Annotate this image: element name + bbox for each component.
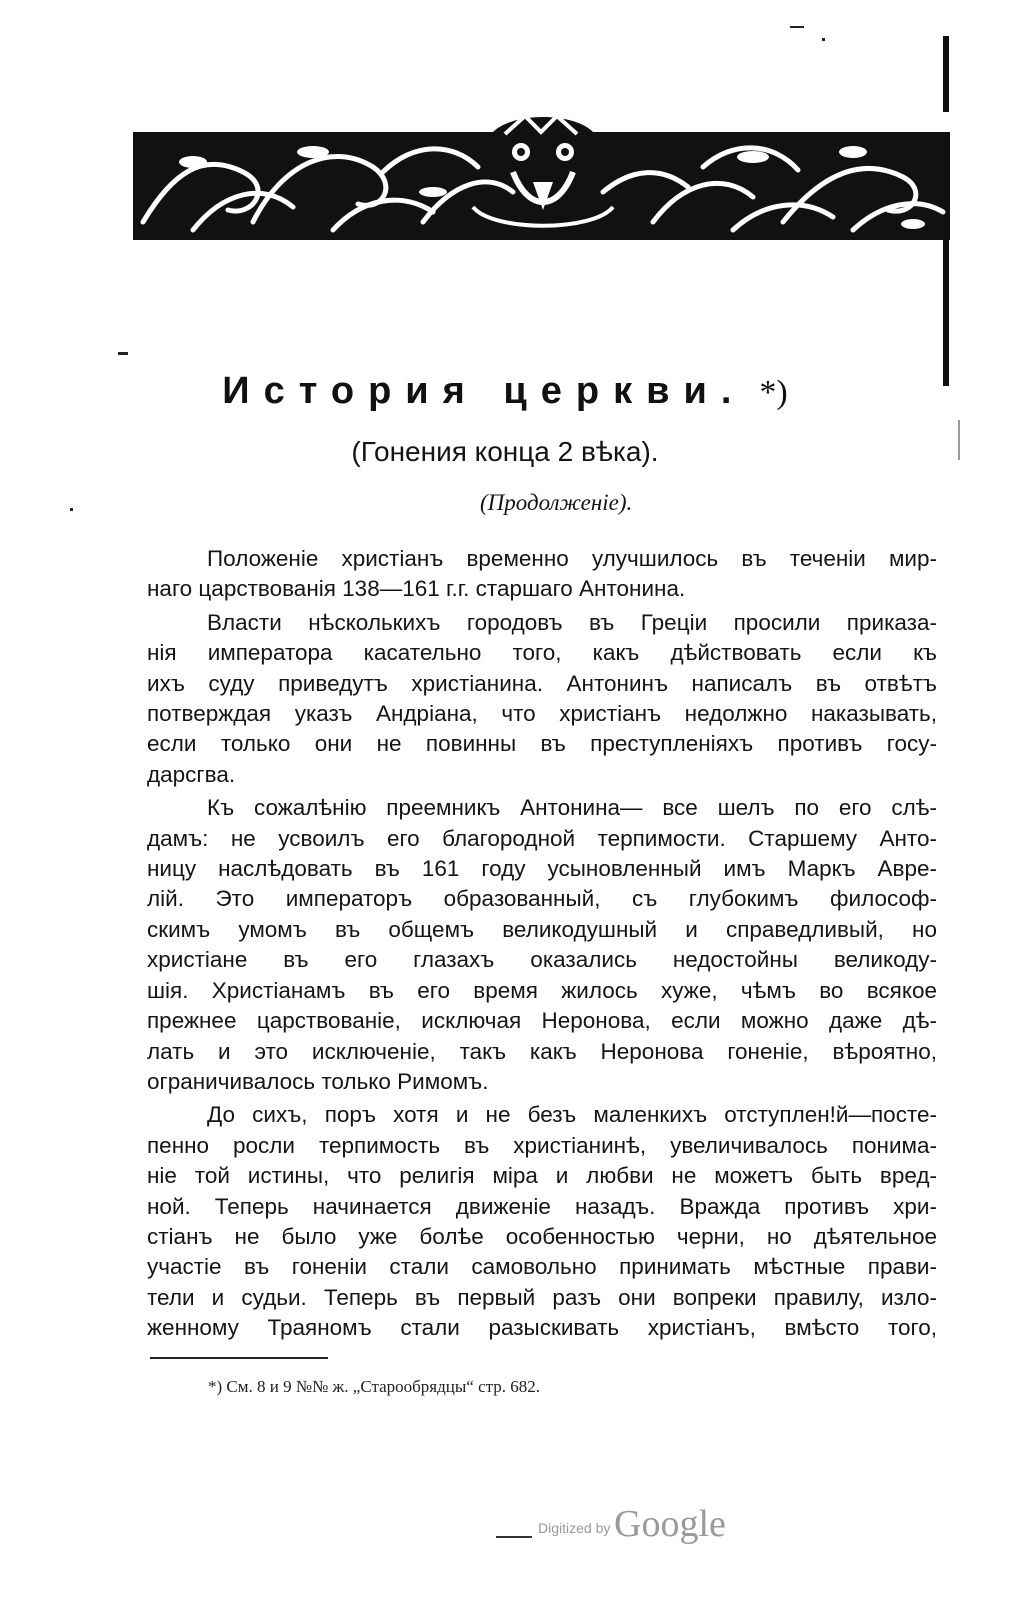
text-line: наго царствованія 138—161 г.г. старшаго Антонина. [147, 576, 686, 602]
text-line: лій. Это императоръ образованный, съ глубокимъ философ- [147, 886, 937, 912]
text-line: христіане въ его глазахъ оказались недостойны великоду- [147, 947, 937, 973]
text-line: шія. Христіанамъ въ его время жилось хуже, чѣмъ во всякое [147, 977, 937, 1003]
text-line: нія императора касательно того, какъ дѣйствовать если къ [147, 640, 937, 666]
text-line: дарсгва. [147, 761, 236, 787]
scan-mark [70, 508, 73, 511]
footnote-marker: *) [759, 374, 788, 411]
text-line: ницу наслѣдовать въ 161 году усыновленный имъ Маркъ Авре- [147, 856, 937, 882]
article-title-text: История церкви. [222, 370, 746, 412]
google-wordmark: Google [614, 1503, 726, 1545]
text-line: если только они не повинны въ преступленіяхъ противъ госу- [147, 731, 937, 757]
text-line: пенно росли терпимость въ христіанинѣ, увеличивалось понима- [147, 1132, 937, 1158]
text-line: женному Траяномъ стали разыскивать христіанъ, вмѣсто того, [147, 1315, 937, 1341]
digitized-watermark [496, 1502, 756, 1552]
text-line: До сихъ, поръ хотя и не безъ маленкихъ отступлен!й—посте- [207, 1102, 937, 1128]
text-line: ограничивалось только Римомъ. [147, 1068, 489, 1094]
text-line: ніе той истины, что религія міра и любви не можетъ быть вред- [147, 1163, 937, 1189]
text-line: Положеніе христіанъ временно улучшилось въ теченіи мир- [207, 546, 937, 571]
scan-mark [822, 38, 825, 41]
continued-note: (Продолженіе). [480, 490, 633, 515]
text-line: потверждая указъ Андріана, что христіанъ недолжно наказывать, [147, 701, 937, 727]
article-subtitle: (Гонения конца 2 вѣка). [351, 436, 659, 467]
digitized-by-text: Digitized by [538, 1520, 611, 1536]
article-title [0, 370, 1010, 413]
text-line: скимъ умомъ въ общемъ великодушный и справедливый, но [147, 916, 937, 942]
scan-mark [790, 26, 804, 28]
text-line: ной. Теперь начинается движеніе назадъ. Вражда противъ хри- [147, 1193, 937, 1219]
text-line: участіе въ гоненіи стали самовольно принимать мѣстные прави- [147, 1254, 937, 1280]
article-body [147, 544, 937, 1344]
text-line: ихъ суду приведутъ христіанина. Антонинъ написалъ въ отвѣтъ [147, 670, 937, 696]
ornamental-headpiece [133, 112, 950, 240]
text-line: прежнее царствованіе, исключая Неронова, если можно даже дѣ- [147, 1008, 937, 1034]
text-line: дамъ: не усвоилъ его благородной терпимости. Старшему Анто- [147, 825, 937, 851]
text-line: Къ сожалѣнію преемникъ Антонина— все шелъ по его слѣ- [207, 795, 937, 821]
watermark-rule [496, 1536, 532, 1538]
text-line: лать и это исключеніе, такъ какъ Неронова гоненіе, вѣроятно, [147, 1038, 937, 1064]
text-line: стіанъ не было уже болѣе особенностью черни, но дѣятельное [147, 1223, 937, 1249]
text-line: Власти нѣсколькихъ городовъ въ Греціи просили приказа- [207, 609, 937, 635]
text-line: тели и судьи. Теперь въ первый разъ они вопреки правилу, изло- [147, 1284, 937, 1310]
scan-mark [118, 352, 128, 355]
footnote-rule [150, 1357, 328, 1359]
footnote: *) См. 8 и 9 №№ ж. „Старообрядцы“ стр. 682. [208, 1377, 540, 1396]
